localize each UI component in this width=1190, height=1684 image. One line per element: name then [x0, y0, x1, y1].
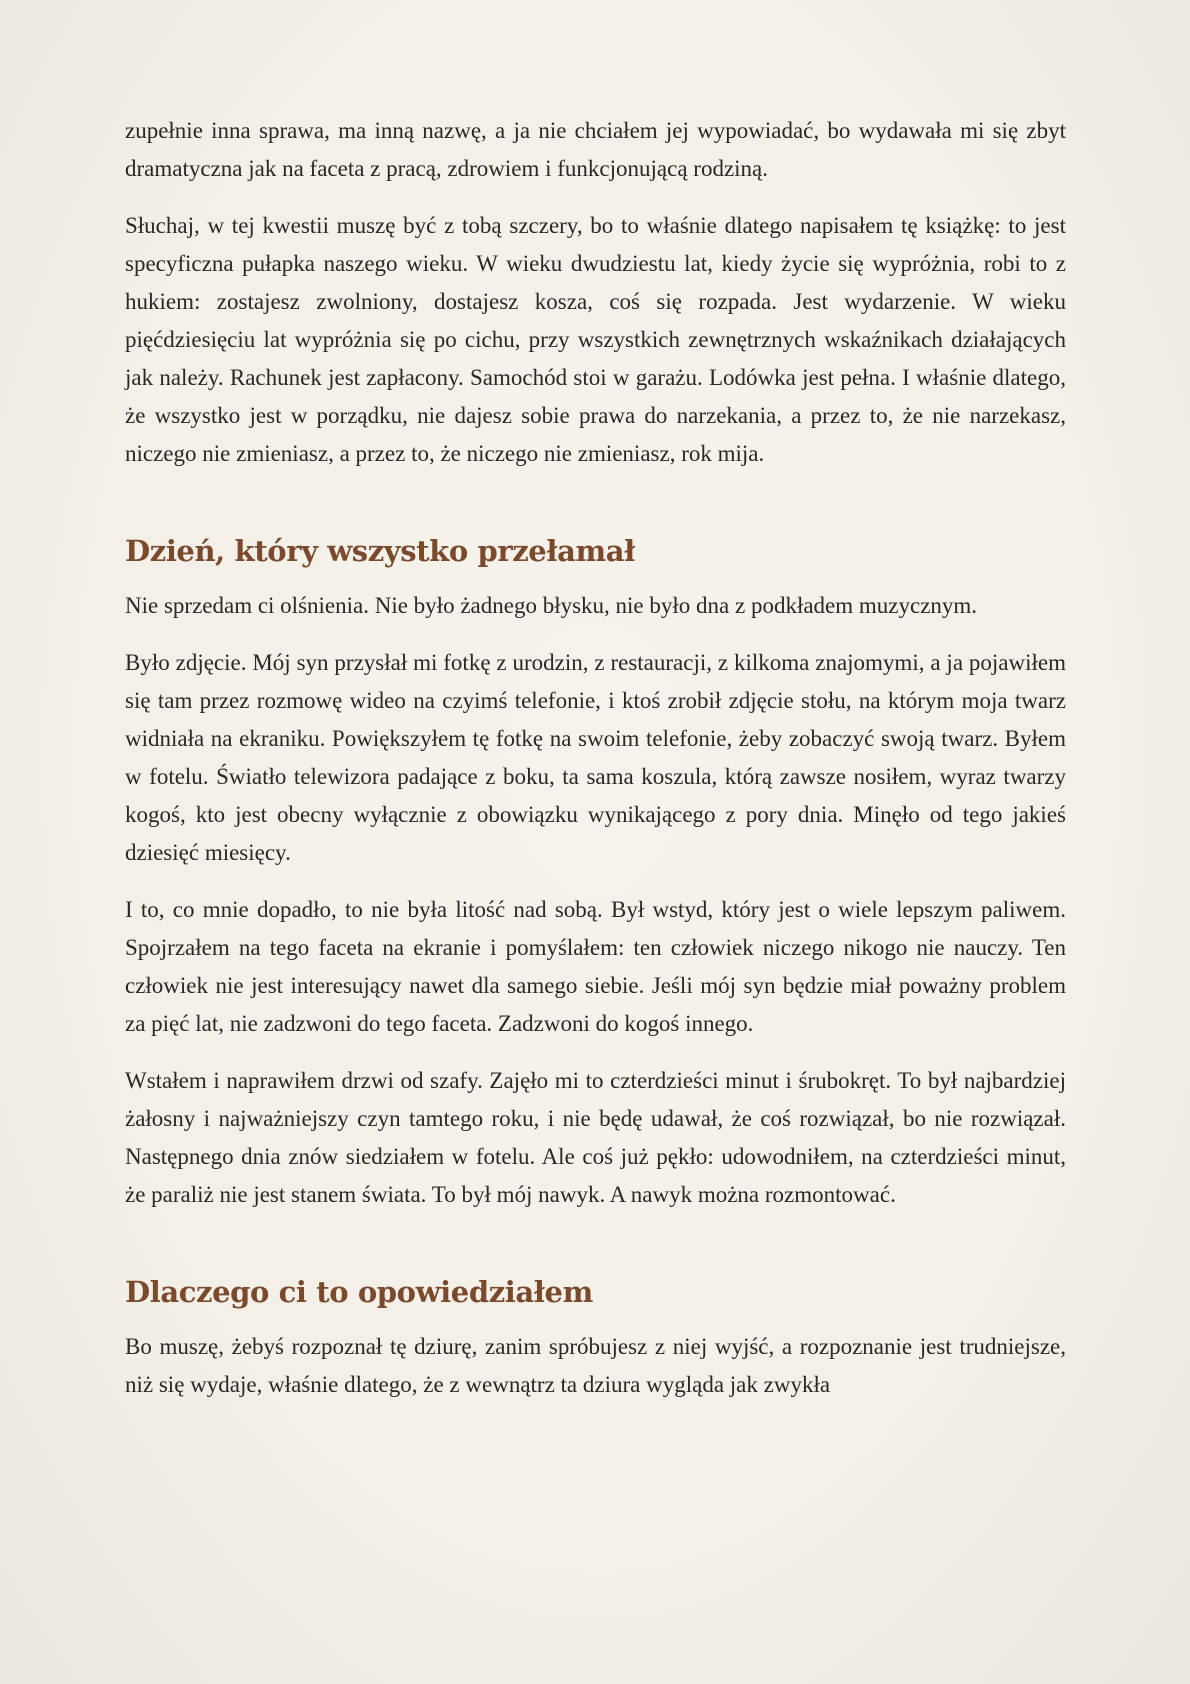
paragraph: Wstałem i naprawiłem drzwi od szafy. Zajęło mi to czterdzieści minut i śrubokręt. To był najbardziej żałosny i najważniejszy czyn tamtego roku, i nie będę udawał, że coś rozwiązał, bo nie rozwiązał. Następnego dnia znów siedziałem w fotelu. Ale coś już pękło: udowodniłem, na czterdzieści minut, że paraliż nie jest stanem świata. To był mój nawyk. A nawyk można rozmontować. — [125, 1068, 1066, 1207]
paragraph: zupełnie inna sprawa, ma inną nazwę, a ja nie chciałem jej wypowiadać, bo wydawała mi się zbyt dramatyczna jak na faceta z pracą, zdrowiem i funkcjonującą rodziną. — [125, 118, 1066, 181]
section-heading: Dzień, który wszystko przełamał — [125, 534, 635, 568]
paragraph: Słuchaj, w tej kwestii muszę być z tobą szczery, bo to właśnie dlatego napisałem tę książkę: to jest specyficzna pułapka naszego wieku. W wieku dwudziestu lat, kiedy życie się wypróżnia, robi to z hukiem: zostajesz zwolniony, dostajesz kosza, coś się rozpada. Jest wydarzenie. W wieku pięćdziesięciu lat wypróżnia się po cichu, przy wszystkich zewnętrznych wskaźnikach działających jak należy. Rachunek jest zapłacony. Samochód stoi w garażu. Lodówka jest pełna. I właśnie dlatego, że wszystko jest w porządku, nie dajesz sobie prawa do narzekania, a przez to, że nie narzekasz, niczego nie zmieniasz, a przez to, że niczego nie zmieniasz, rok mija. — [125, 213, 1066, 466]
section-heading: Dlaczego ci to opowiedziałem — [125, 1275, 593, 1309]
paragraph: Nie sprzedam ci olśnienia. Nie było żadnego błysku, nie było dna z podkładem muzycznym. — [125, 593, 978, 618]
paragraph: I to, co mnie dopadło, to nie była litość nad sobą. Był wstyd, który jest o wiele lepszym paliwem. Spojrzałem na tego faceta na ekranie i pomyślałem: ten człowiek niczego nikogo nie nauczy. Ten człowiek nie jest interesujący nawet dla samego siebie. Jeśli mój syn będzie miał poważny problem za pięć lat, nie zadzwoni do tego faceta. Zadzwoni do kogoś innego. — [125, 897, 1066, 1036]
paragraph: Było zdjęcie. Mój syn przysłał mi fotkę z urodzin, z restauracji, z kilkoma znajomymi, a ja pojawiłem się tam przez rozmowę wideo na czyimś telefonie, i ktoś zrobił zdjęcie stołu, na którym moja twarz widniała na ekraniku. Powiększyłem tę fotkę na swoim telefonie, żeby zobaczyć swoją twarz. Byłem w fotelu. Światło telewizora padające z boku, ta sama koszula, którą zawsze nosiłem, wyraz twarzy kogoś, kto jest obecny wyłącznie z obowiązku wynikającego z pory dnia. Minęło od tego jakieś dziesięć miesięcy. — [125, 650, 1066, 865]
paragraph: Bo muszę, żebyś rozpoznał tę dziurę, zanim spróbujesz z niej wyjść, a rozpoznanie jest trudniejsze, niż się wydaje, właśnie dlatego, że z wewnątrz ta dziura wygląda jak zwykła — [125, 1334, 1066, 1397]
